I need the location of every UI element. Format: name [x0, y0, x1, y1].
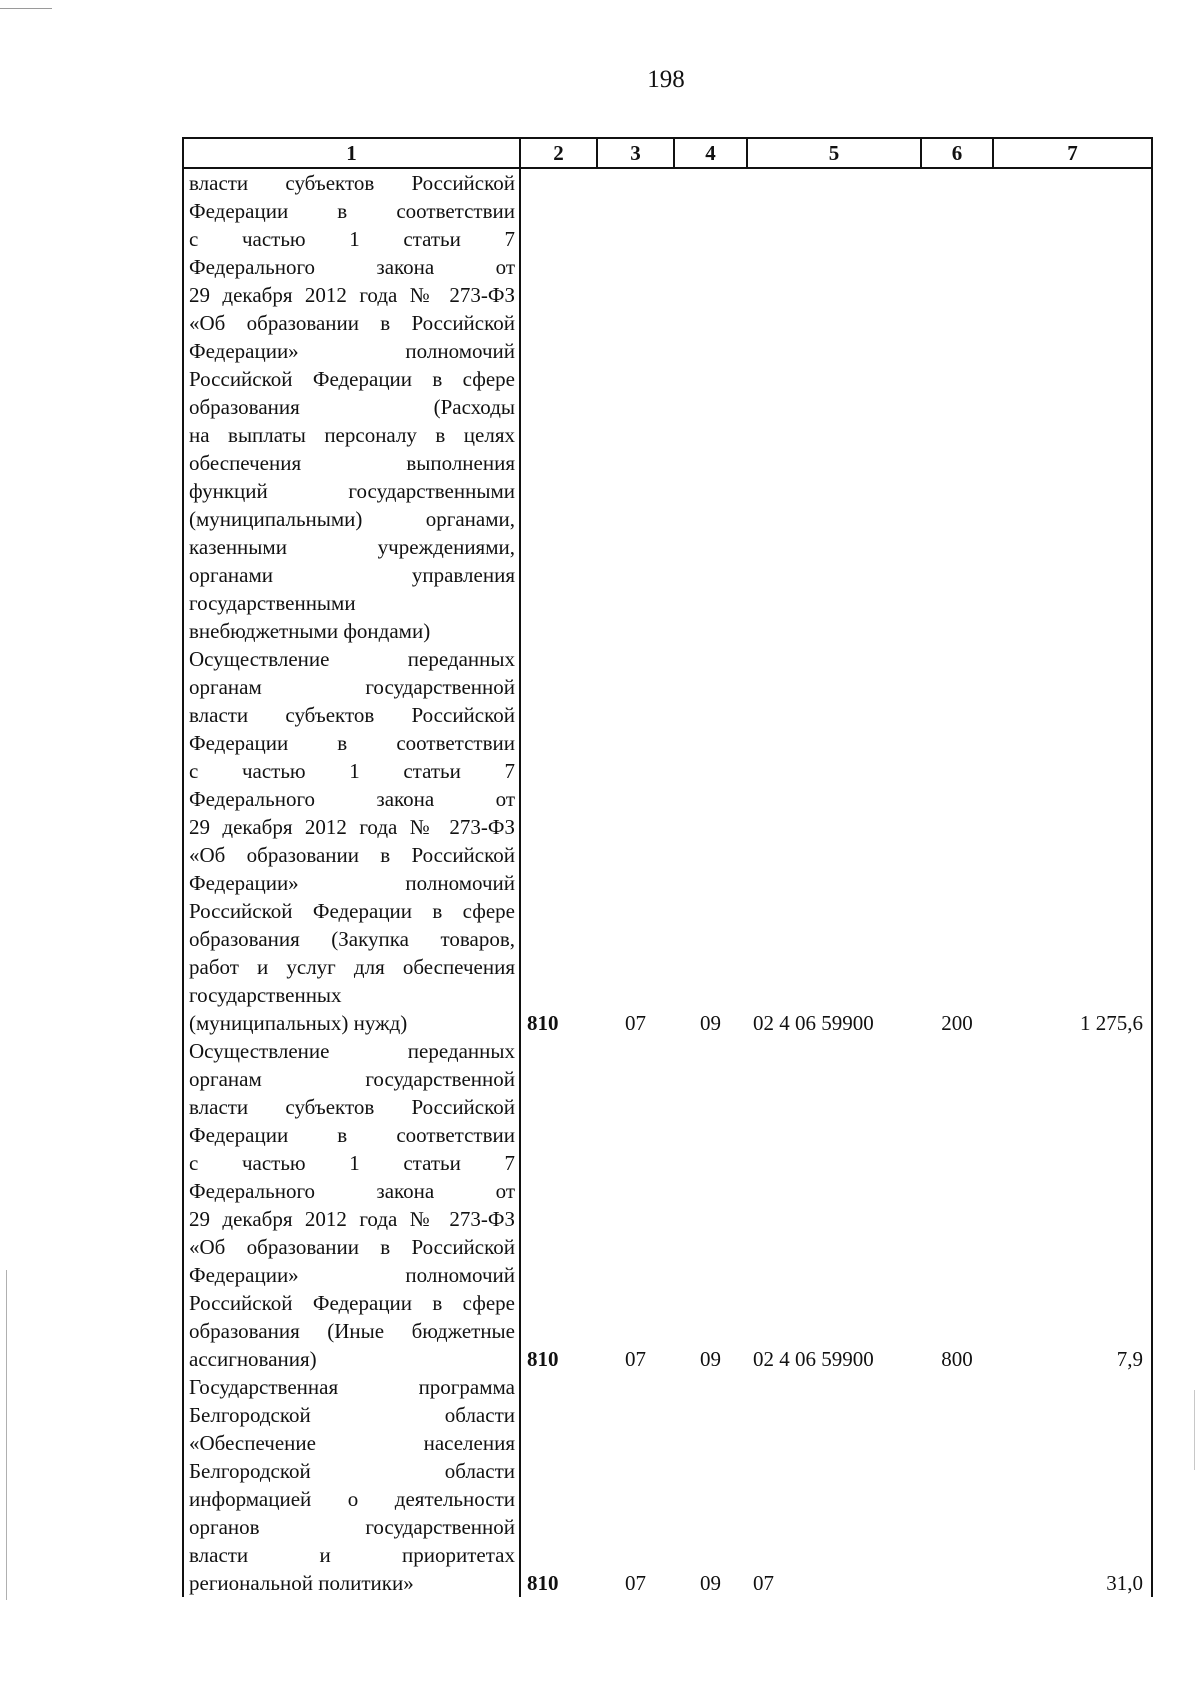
cell-target-article: 02 4 06 59900: [753, 1011, 874, 1035]
column-header-3: 3: [597, 138, 674, 168]
description-line: Федерального закона от: [189, 1179, 515, 1203]
scan-artifact-line: [1194, 1390, 1195, 1470]
description-line: с частью 1 статьи 7: [189, 1151, 515, 1175]
scan-artifact-line: [6, 1270, 7, 1600]
description-line: 29 декабря 2012 года № 273-ФЗ: [189, 283, 515, 307]
description-line: Российской Федерации в сфере: [189, 367, 515, 391]
description-line: на выплаты персоналу в целях: [189, 423, 515, 447]
column-header-2: 2: [520, 138, 597, 168]
table-row: [183, 1037, 1152, 1373]
column-header-1: 1: [183, 138, 520, 168]
cell-section: 07: [625, 1571, 646, 1595]
description-line: образования (Иные бюджетные: [189, 1319, 515, 1343]
page-number: 198: [647, 66, 685, 93]
cell-expense-type: 800: [941, 1347, 973, 1371]
description-line: органам государственной: [189, 1067, 515, 1091]
description-line: Осуществление переданных: [189, 647, 515, 671]
description-line: органам государственной: [189, 675, 515, 699]
description-line: власти субъектов Российской: [189, 703, 515, 727]
cell-expense-type: 200: [941, 1011, 973, 1035]
description-line: (муниципальными) органами,: [189, 507, 515, 531]
description-line: власти и приоритетах: [189, 1543, 515, 1567]
description-line: работ и услуг для обеспечения: [189, 955, 515, 979]
description-line: Российской Федерации в сфере: [189, 1291, 515, 1315]
description-line: Белгородской области: [189, 1403, 515, 1427]
cell-section: 07: [625, 1011, 646, 1035]
cell-section: 07: [625, 1347, 646, 1371]
description-line: с частью 1 статьи 7: [189, 227, 515, 251]
cell-description: [183, 168, 520, 645]
description-line: Федерации» полномочий: [189, 339, 515, 363]
cell-subsection: 09: [700, 1571, 721, 1595]
cell-code: 810: [520, 1373, 597, 1597]
description-line: Белгородской области: [189, 1459, 515, 1483]
table-row: [183, 645, 1152, 1037]
description-line: «Об образовании в Российской: [189, 843, 515, 867]
cell-expense-type: [921, 1373, 993, 1597]
description-line: органов государственной: [189, 1515, 515, 1539]
description-line: Федерации в соответствии: [189, 199, 515, 223]
description-line: Федерации» полномочий: [189, 871, 515, 895]
cell-amount: 7,9: [993, 1037, 1152, 1373]
description-line: с частью 1 статьи 7: [189, 759, 515, 783]
description-line: Федерального закона от: [189, 787, 515, 811]
column-header-5: 5: [747, 138, 921, 168]
scan-artifact-line: [0, 8, 52, 9]
description-line: обеспечения выполнения: [189, 451, 515, 475]
description-line: 29 декабря 2012 года № 273-ФЗ: [189, 1207, 515, 1231]
description-line: органами управления: [189, 563, 515, 587]
table-row: [183, 1373, 1152, 1597]
description-line: Федерального закона от: [189, 255, 515, 279]
cell-code: [520, 168, 597, 645]
description-line: ассигнования): [189, 1347, 317, 1371]
cell-expense-type: [921, 168, 993, 645]
cell-target-article: 07: [753, 1571, 774, 1595]
description-line: образования (Расходы: [189, 395, 515, 419]
description-line: информацией о деятельности: [189, 1487, 515, 1511]
cell-subsection: [674, 168, 747, 645]
cell-subsection: 09: [700, 1347, 721, 1371]
table-header: [183, 138, 1152, 168]
cell-description: [183, 645, 520, 1037]
description-line: Осуществление переданных: [189, 1039, 515, 1063]
cell-target-article: [747, 168, 921, 645]
description-line: Федерации» полномочий: [189, 1263, 515, 1287]
description-line: власти субъектов Российской: [189, 1095, 515, 1119]
description-line: казенными учреждениями,: [189, 535, 515, 559]
column-header-4: 4: [674, 138, 747, 168]
header-row: [183, 138, 1152, 168]
column-header-7: 7: [993, 138, 1152, 168]
cell-code: 810: [520, 645, 597, 1037]
table-row: [183, 168, 1152, 645]
cell-section: [597, 168, 674, 645]
cell-code: 810: [520, 1037, 597, 1373]
cell-subsection: 09: [700, 1011, 721, 1035]
cell-amount: 1 275,6: [993, 645, 1152, 1037]
description-line: государственными: [189, 591, 356, 615]
description-line: «Об образовании в Российской: [189, 1235, 515, 1259]
description-line: «Обеспечение населения: [189, 1431, 515, 1455]
column-header-6: 6: [921, 138, 993, 168]
table-body: [183, 168, 1152, 1597]
cell-amount: [993, 168, 1152, 645]
description-line: Российской Федерации в сфере: [189, 899, 515, 923]
description-line: внебюджетными фондами): [189, 619, 431, 643]
description-line: «Об образовании в Российской: [189, 311, 515, 335]
description-line: 29 декабря 2012 года № 273-ФЗ: [189, 815, 515, 839]
description-line: функций государственными: [189, 479, 515, 503]
description-line: образования (Закупка товаров,: [189, 927, 515, 951]
description-line: Федерации в соответствии: [189, 1123, 515, 1147]
description-line: государственных: [189, 983, 342, 1007]
cell-amount: 31,0: [993, 1373, 1152, 1597]
budget-table: [182, 137, 1153, 1597]
description-line: власти субъектов Российской: [189, 171, 515, 195]
description-line: региональной политики»: [189, 1571, 414, 1595]
description-line: Государственная программа: [189, 1375, 515, 1399]
cell-description: [183, 1373, 520, 1597]
cell-description: [183, 1037, 520, 1373]
description-line: Федерации в соответствии: [189, 731, 515, 755]
cell-target-article: 02 4 06 59900: [753, 1347, 874, 1371]
description-line: (муниципальных) нужд): [189, 1011, 408, 1035]
